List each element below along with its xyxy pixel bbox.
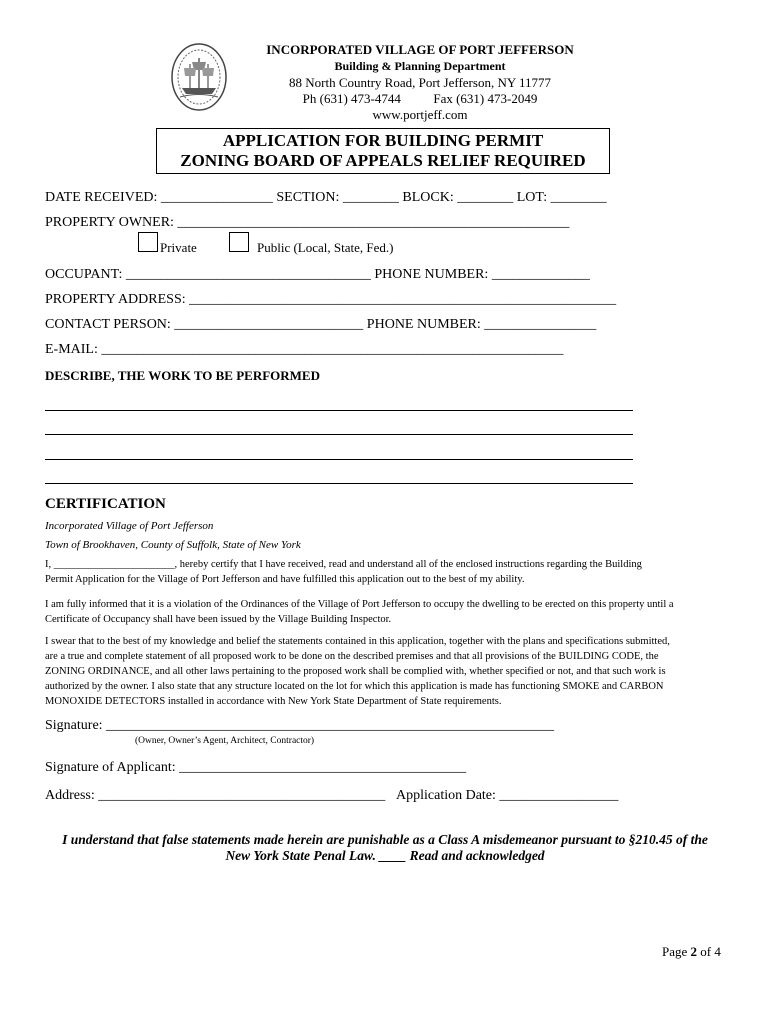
phone-fax: Ph (631) 473-4744 Fax (631) 473-2049 <box>302 91 538 106</box>
penal-law-line2[interactable]: New York State Penal Law. ____ Read and acknowledged <box>225 848 545 863</box>
penal-law-statement <box>45 832 725 864</box>
public-checkbox[interactable] <box>229 232 249 252</box>
department-address: 88 North Country Road, Port Jefferson, NY 11777 <box>288 75 552 90</box>
form-title-line2: ZONING BOARD OF APPEALS RELIEF REQUIRED <box>180 151 586 170</box>
certification-paragraph-3 <box>45 634 735 709</box>
certification-heading: CERTIFICATION <box>45 496 166 512</box>
para3-line4: authorized by the owner. I also state that any structure located on the lot for which this application is made has functioning SMOKE and CARBON <box>45 681 664 692</box>
email-row[interactable]: E-MAIL: __________________________________________________________________ <box>45 342 564 357</box>
certification-paragraph-1 <box>45 557 735 587</box>
page-number: 2 <box>690 944 698 959</box>
contact-person-row[interactable]: CONTACT PERSON: ___________________________ PHONE NUMBER: ________________ <box>45 317 597 332</box>
form-title-line1: APPLICATION FOR BUILDING PERMIT <box>222 131 544 150</box>
page-indicator <box>662 944 721 960</box>
para3-line5: MONOXIDE DETECTORS installed in accordance with New York State Department of State requirements. <box>45 696 502 707</box>
work-line-1[interactable] <box>45 410 633 411</box>
work-line-2[interactable] <box>45 434 633 435</box>
signature-note: (Owner, Owner’s Agent, Architect, Contractor) <box>135 736 315 746</box>
private-checkbox[interactable] <box>138 232 158 252</box>
work-line-3[interactable] <box>45 459 633 460</box>
para3-line1: I swear that to the best of my knowledge and belief the statements contained in this application, together with the plans and specifications submitted, <box>45 636 670 647</box>
address-row[interactable]: Address: _________________________________________ <box>45 788 386 803</box>
date-received-row[interactable]: DATE RECEIVED: ________________ SECTION: ________ BLOCK: ________ LOT: ________ <box>45 190 607 205</box>
applicant-signature-row[interactable]: Signature of Applicant: _________________________________________ <box>45 760 467 775</box>
para2-line2: Certificate of Occupancy shall have been issued by the Village Building Inspector. <box>45 614 392 625</box>
penal-law-line1: I understand that false statements made herein are punishable as a Class A misdemeanor pursuant to §210.45 of the <box>62 832 708 847</box>
application-date-row[interactable]: Application Date: _________________ <box>396 788 619 803</box>
signature-row[interactable]: Signature: ________________________________________________________________ <box>45 718 555 733</box>
village-name: INCORPORATED VILLAGE OF PORT JEFFERSON <box>266 42 574 57</box>
page-prefix: Page <box>662 944 691 959</box>
para1-line2: Permit Application for the Village of Port Jefferson and have fulfilled this application out to the best of my ability. <box>45 574 525 585</box>
para2-line1: I am fully informed that it is a violation of the Ordinances of the Village of Port Jefferson to occupy the dwelling to be erected on this property until a <box>45 599 674 610</box>
para1-line1: I, _______________________, hereby certify that I have received, read and understand all of the enclosed instructions regarding the Building <box>45 559 642 570</box>
para3-line3: ZONING ORDINANCE, and all other laws pertaining to the proposed work shall be complied with, whether specified or not, and that such work is <box>45 666 666 677</box>
property-address-row[interactable]: PROPERTY ADDRESS: _____________________________________________________________ <box>45 292 617 307</box>
para3-line2: are a true and complete statement of all proposed work to be done on the described premises and that all provisions of the BUILDING CODE, the <box>45 651 659 662</box>
certification-paragraph-2 <box>45 597 735 627</box>
work-heading: DESCRIBE, THE WORK TO BE PERFORMED <box>45 368 320 383</box>
private-label: Private <box>160 240 197 255</box>
property-owner-row[interactable]: PROPERTY OWNER: ________________________________________________________ <box>45 215 570 230</box>
form-title-box <box>156 128 610 174</box>
certification-sub-village: Incorporated Village of Port Jefferson <box>45 520 214 532</box>
website: www.portjeff.com <box>372 107 468 122</box>
page-total: of 4 <box>697 944 721 959</box>
certification-sub-town: Town of Brookhaven, County of Suffolk, State of New York <box>45 539 301 551</box>
department-name: Building & Planning Department <box>334 59 506 73</box>
public-label: Public (Local, State, Fed.) <box>257 240 394 255</box>
occupant-row[interactable]: OCCUPANT: ___________________________________ PHONE NUMBER: ______________ <box>45 267 590 282</box>
work-line-4[interactable] <box>45 483 633 484</box>
